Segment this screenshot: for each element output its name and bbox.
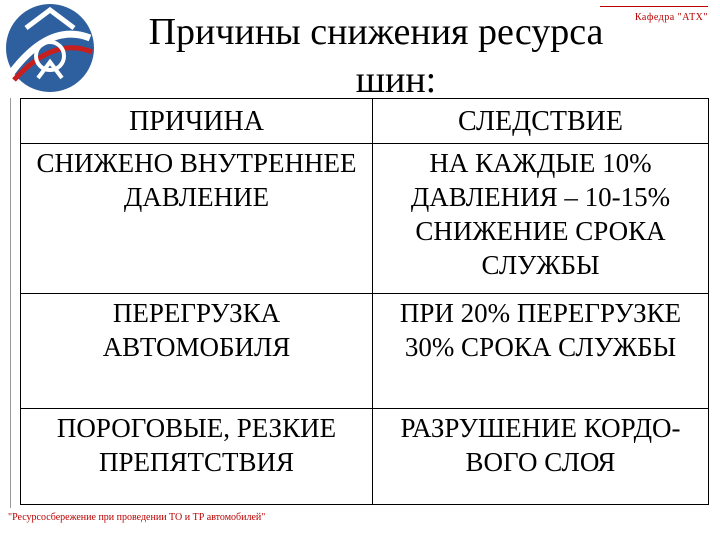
consequence-cell: РАЗРУШЕНИЕ КОРДО-ВОГО СЛОЯ — [373, 409, 709, 505]
left-margin-rule — [10, 98, 11, 508]
table-row — [21, 409, 709, 505]
consequence-cell: ПРИ 20% ПЕРЕГРУЗКЕ 30% СРОКА СЛУЖБЫ — [373, 294, 709, 409]
department-underline — [600, 6, 708, 7]
causes-table — [20, 98, 709, 505]
page-title — [96, 8, 656, 104]
title-line-2: шин: — [355, 59, 437, 101]
university-emblem-icon — [4, 2, 96, 94]
table-row — [21, 294, 709, 409]
header-consequence: СЛЕДСТВИЕ — [373, 99, 709, 144]
table-header-row — [21, 99, 709, 144]
footer-course-title: "Ресурсосбережение при проведении ТО и ТР автомобилей" — [8, 512, 266, 523]
table-row — [21, 144, 709, 294]
consequence-cell: НА КАЖДЫЕ 10% ДАВЛЕНИЯ – 10-15% СНИЖЕНИЕ СРОКА СЛУЖБЫ — [373, 144, 709, 294]
department-label: Кафедра "АТХ" — [634, 12, 708, 23]
header-cause: ПРИЧИНА — [21, 99, 373, 144]
cause-cell: ПОРОГОВЫЕ, РЕЗКИЕ ПРЕПЯТСТВИЯ — [21, 409, 373, 505]
title-line-1: Причины снижения ресурса — [148, 11, 604, 53]
cause-cell: СНИЖЕНО ВНУТРЕННЕЕ ДАВЛЕНИЕ — [21, 144, 373, 294]
cause-cell: ПЕРЕГРУЗКА АВТОМОБИЛЯ — [21, 294, 373, 409]
